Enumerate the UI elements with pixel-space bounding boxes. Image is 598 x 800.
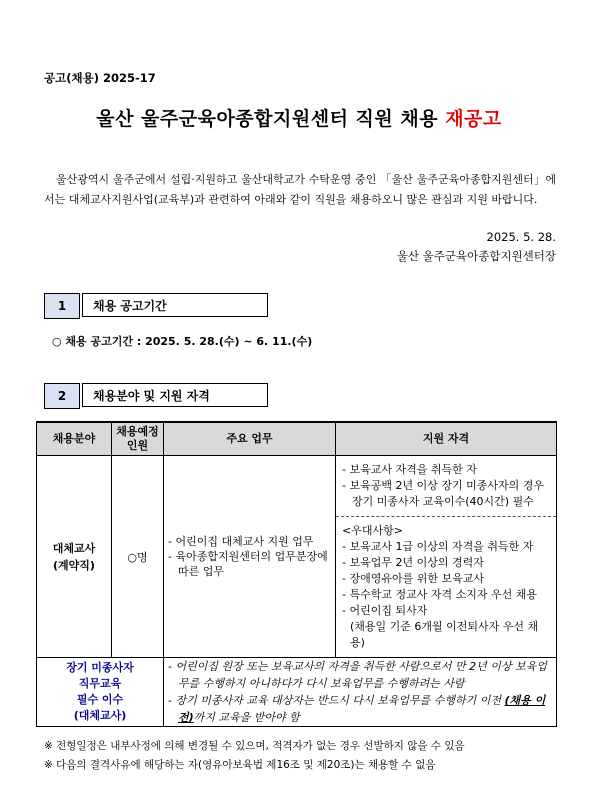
pref-item: - 장애영유아를 위한 보육교사 [342,572,484,585]
section-2-number: 2 [44,383,80,409]
training-field-line: 장기 미종사자 [66,661,134,674]
field-name: 대체교사 [52,541,96,555]
table-row [37,658,557,727]
header-duties: 주요 업무 [164,422,336,456]
pref-note: (채용일 기준 6개월 이전퇴사자 우선 채용) [350,620,539,649]
header-qualifications: 지원 자격 [336,422,557,456]
notice-number: 공고(채용) 2025-17 [44,71,156,85]
footnote: ※ 전형일정은 내부사정에 의해 변경될 수 있으며, 적격자가 없는 경우 선발하지 않을 수 있음 [44,740,465,752]
notice-date: 2025. 5. 28. [486,230,556,244]
table-header-row [37,422,557,456]
title-main: 울산 울주군육아종합지원센터 직원 채용 [96,108,446,130]
count-cell: ○명 [112,456,164,658]
field-type: (계약직) [53,558,95,572]
header-count: 채용예정 인원 [112,422,164,456]
preferred-title: <우대사항> [342,524,403,537]
training-field-cell [37,658,164,727]
section-1-number: 1 [44,293,80,319]
duties-cell [164,456,336,658]
footnote: ※ 다음의 결격사유에 해당하는 자(영유아보육법 제16조 및 제20조)는 채용할 수 없음 [44,759,436,771]
intro-paragraph: 울산광역시 울주군에서 설립·지원하고 울산대학교가 수탁운영 중인 「울산 울주군육아종합지원센터」에서는 대체교사지원사업(교육부)과 관련하여 아래와 같이 직원을 채용하오니 많은 관심과 지원 바랍니다. [44,173,556,206]
training-field-line: 필수 이수 [76,693,124,706]
notice-signer: 울산 울주군육아종합지원센터장 [396,249,556,263]
pref-item: - 보육교사 1급 이상의 자격을 취득한 자 [342,540,534,553]
section-2-title: 채용분야 및 지원 자격 [82,383,268,407]
pref-item: - 보육업무 2년 이상의 경력자 [342,556,484,569]
training-note-cell [164,658,557,727]
training-field-line: (대체교사) [73,709,127,722]
training-note: - 어린이집 원장 또는 보육교사의 자격을 취득한 사람으로서 만 2년 이상 보육업무를 수행하지 아니하다가 다시 보육업무를 수행하려는 사람 [168,660,547,690]
training-note-pre: - 장기 미종사자 교육 대상자는 반드시 다시 보육업무를 수행하기 이전 [168,694,505,707]
qualifications-cell [336,456,557,658]
duty-item: - 육아종합지원센터의 업무분장에 따른 업무 [168,550,328,578]
page-title [0,104,598,131]
recruitment-table [36,421,557,727]
recruitment-period: ○ 채용 공고기간 : 2025. 5. 28.(수) ~ 6. 11.(수) [52,335,313,348]
required-qualifications [336,456,556,517]
training-note [168,692,552,726]
duty-item: - 어린이집 대체교사 지원 업무 [168,535,314,548]
qual-item: - 보육공백 2년 이상 장기 미종사자의 경우 장기 미종사자 교육이수(40시간) 필수 [342,479,544,508]
field-cell [37,456,112,658]
training-note-post: 까지 교육을 받아야 함 [193,711,300,724]
training-note-emphasis: (채용 이전) [178,694,546,724]
table-row [37,456,557,658]
pref-item: - 특수학교 정교사 자격 소지자 우선 채용 [342,588,537,601]
header-field: 채용분야 [37,422,112,456]
preferred-qualifications [336,517,556,657]
title-accent: 재공고 [445,108,502,130]
section-1-title: 채용 공고기간 [82,293,268,317]
pref-item: - 어린이집 퇴사자 [342,604,428,617]
training-field-line: 직무교육 [78,677,122,690]
qual-item: - 보육교사 자격을 취득한 자 [342,463,477,476]
